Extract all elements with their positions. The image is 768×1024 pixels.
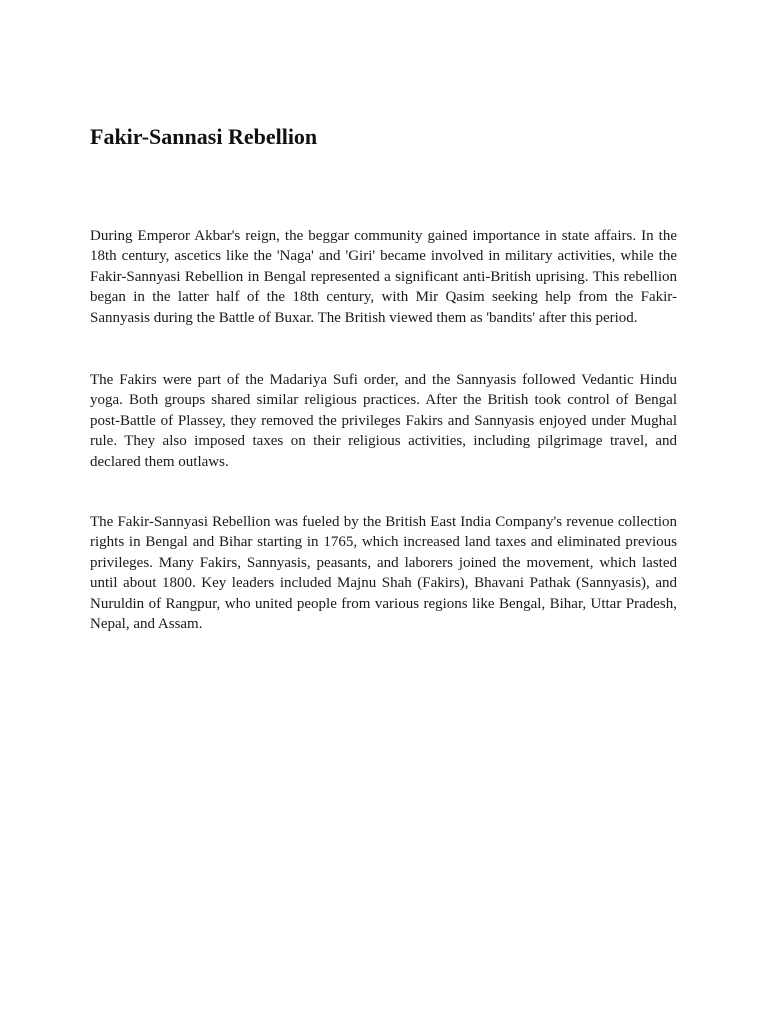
- paragraph-akbar-reign: During Emperor Akbar's reign, the beggar community gained importance in state affairs. In the 18th century, ascetics like the 'Naga' and 'Giri' became involved in military activities, while the Fakir-Sannyasi Rebellion in Bengal represented a significant anti-British uprising. This rebellion began in the latter half of the 18th century, with Mir Qasim seeking help from the Fakir-Sannyasis during the Battle of Buxar. The British viewed them as 'bandits' after this period.: [90, 228, 677, 326]
- document-body: [90, 124, 677, 635]
- paragraph-fakirs-sannyasis: The Fakirs were part of the Madariya Sufi order, and the Sannyasis followed Vedantic Hindu yoga. Both groups shared similar religious practices. After the British took control of Bengal post-Battle of Plassey, they removed the privileges Fakirs and Sannyasis enjoyed under Mughal rule. They also imposed taxes on their religious activities, including pilgrimage travel, and declared them outlaws.: [90, 372, 677, 470]
- document-title: Fakir-Sannasi Rebellion: [90, 124, 318, 149]
- paragraph-rebellion-causes: The Fakir-Sannyasi Rebellion was fueled by the British East India Company's revenue collection rights in Bengal and Bihar starting in 1765, which increased land taxes and eliminated previous privileges. Many Fakirs, Sannyasis, peasants, and laborers joined the movement, which lasted until about 1800. Key leaders included Majnu Shah (Fakirs), Bhavani Pathak (Sannyasis), and Nuruldin of Rangpur, who united people from various regions like Bengal, Bihar, Uttar Pradesh, Nepal, and Assam.: [90, 514, 677, 633]
